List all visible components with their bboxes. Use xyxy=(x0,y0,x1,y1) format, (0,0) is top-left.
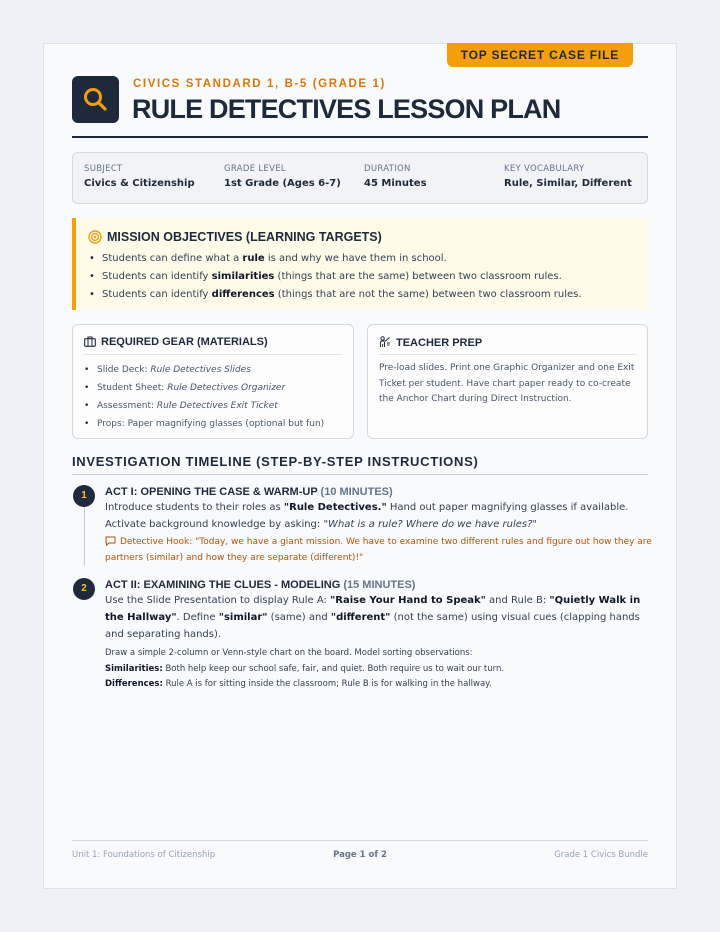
list-item: • Slide Deck: Rule Detectives Slides xyxy=(97,361,324,379)
meta-value: Civics & Citizenship xyxy=(84,178,195,189)
step-2-title: ACT II: EXAMINING THE CLUES - MODELING (15 MINUTES) xyxy=(105,579,416,591)
notes-intro: Draw a simple 2-column or Venn-style chart on the board. Model sorting observations: xyxy=(105,648,473,658)
footer-unit: Unit 1: Foundations of Citizenship xyxy=(72,850,216,860)
list-item: • Student Sheet: Rule Detectives Organizer xyxy=(97,379,324,397)
timeline-title: INVESTIGATION TIMELINE (STEP-BY-STEP INSTRUCTIONS) xyxy=(72,454,648,475)
list-item: • Students can define what a rule is and why we have them in school. xyxy=(102,250,582,268)
step-1-duration: (10 MINUTES) xyxy=(320,486,393,498)
timeline-connector xyxy=(84,504,85,566)
step-2 xyxy=(105,579,655,693)
gear-list xyxy=(97,361,324,433)
briefcase-icon xyxy=(84,336,96,347)
objectives-title-text: MISSION OBJECTIVES (LEARNING TARGETS) xyxy=(107,230,382,244)
meta-value: Rule, Similar, Different xyxy=(504,178,632,189)
step-1-title: ACT I: OPENING THE CASE & WARM-UP (10 MINUTES) xyxy=(105,486,393,498)
step-1-badge: 1 xyxy=(73,485,95,507)
prep-title xyxy=(379,336,636,355)
footer-page-number: Page 1 of 2 xyxy=(333,850,387,860)
gear-title xyxy=(84,336,342,355)
meta-grade-level xyxy=(224,164,341,189)
speech-bubble-icon xyxy=(105,536,116,546)
mission-objectives xyxy=(72,218,648,310)
step-1 xyxy=(105,486,655,566)
step-2-notes xyxy=(105,646,655,693)
teacher-icon xyxy=(379,336,391,348)
detective-hook xyxy=(105,535,655,566)
meta-subject xyxy=(84,164,195,189)
objectives-list xyxy=(102,250,582,304)
notes-similarities: Similarities: Both help keep our school safe, fair, and quiet. Both require us to wait our turn. xyxy=(105,663,505,674)
meta-label: SUBJECT xyxy=(84,164,123,174)
meta-duration xyxy=(364,164,427,189)
top-secret-tag: TOP SECRET CASE FILE xyxy=(447,43,633,67)
meta-key-vocabulary xyxy=(504,164,632,189)
step-2-badge: 2 xyxy=(73,578,95,600)
meta-label: GRADE LEVEL xyxy=(224,164,286,174)
target-icon xyxy=(88,230,102,244)
hook-text: Detective Hook: "Today, we have a giant mission. We have to examine two different rules and figure out how they are partners (similar) and how they are separate (different)!" xyxy=(105,537,652,563)
meta-value: 1st Grade (Ages 6-7) xyxy=(224,178,341,189)
required-gear-card xyxy=(72,324,354,439)
step-2-duration: (15 MINUTES) xyxy=(343,579,416,591)
magnifier-logo-icon xyxy=(72,76,119,123)
step-1-body: Introduce students to their roles as "Rule Detectives." Hand out paper magnifying glasses if available. Activate background knowledge by asking: "What is a rule? Where do we have rules?" xyxy=(105,502,629,530)
meta-label: DURATION xyxy=(364,164,411,174)
list-item: • Props: Paper magnifying glasses (optional but fun) xyxy=(97,415,324,433)
page-footer xyxy=(72,840,648,864)
standard-eyebrow: CIVICS STANDARD 1, B-5 (GRADE 1) xyxy=(133,78,386,90)
prep-text: Pre-load slides. Print one Graphic Organizer and one Exit Ticket per student. Have chart paper ready to co-create the Anchor Chart during Direct Instruction. xyxy=(379,363,635,404)
notes-differences: Differences: Rule A is for sitting inside the classroom; Rule B is for walking in the hallway. xyxy=(105,679,492,689)
list-item: • Students can identify differences (things that are not the same) between two classroom rules. xyxy=(102,286,582,304)
page-title: RULE DETECTIVES LESSON PLAN xyxy=(132,94,561,124)
objectives-title xyxy=(88,230,382,244)
step-2-body: Use the Slide Presentation to display Rule A: "Raise Your Hand to Speak" and Rule B: "Quietly Walk in the Hallway". Define "similar" (same) and "different" (not the same) using visual cues (clapping hands and separating hands). xyxy=(105,595,641,640)
meta-label: KEY VOCABULARY xyxy=(504,164,585,174)
prep-title-text: TEACHER PREP xyxy=(396,337,483,349)
teacher-prep-card xyxy=(367,324,648,439)
list-item: • Assessment: Rule Detectives Exit Ticket xyxy=(97,397,324,415)
footer-bundle: Grade 1 Civics Bundle xyxy=(554,850,648,860)
list-item: • Students can identify similarities (things that are the same) between two classroom rules. xyxy=(102,268,582,286)
meta-value: 45 Minutes xyxy=(364,178,427,189)
page-header xyxy=(72,76,648,138)
lesson-plan-page xyxy=(43,43,677,889)
lesson-meta-bar xyxy=(72,152,648,204)
gear-title-text: REQUIRED GEAR (MATERIALS) xyxy=(101,336,268,348)
